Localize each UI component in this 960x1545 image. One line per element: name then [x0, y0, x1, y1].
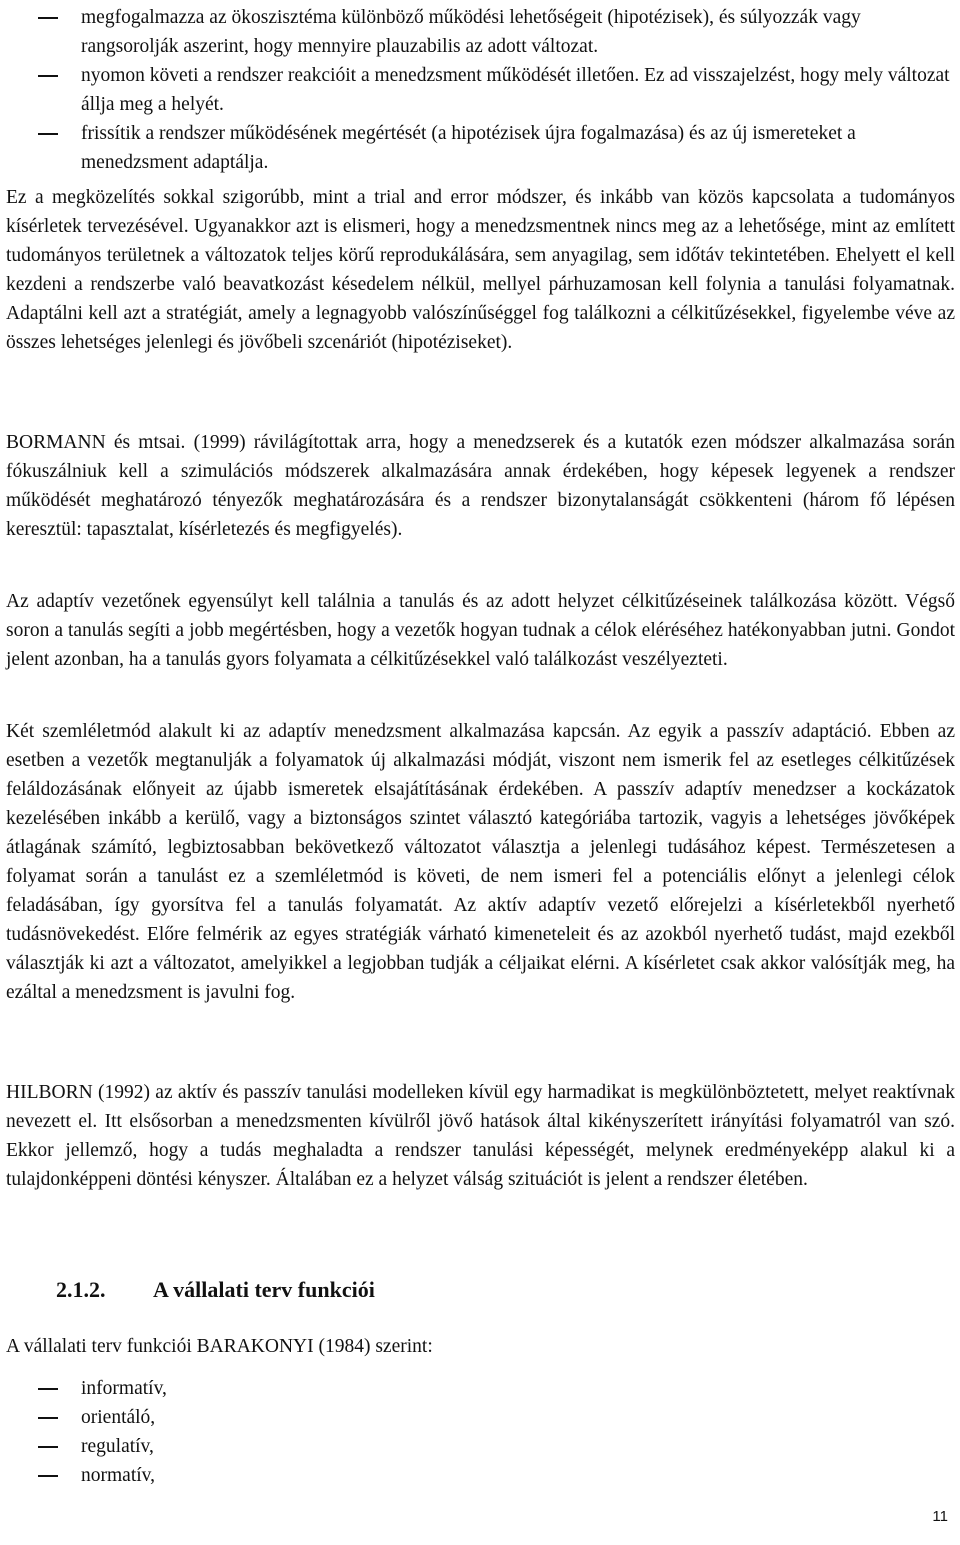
section-title: A vállalati terv funkciói [153, 1277, 375, 1302]
list-item-text: informatív, [81, 1378, 167, 1399]
list-item [0, 3, 960, 61]
paragraph-adaptive-leader: Az adaptív vezetőnek egyensúlyt kell találnia a tanulás és az adott helyzet célkitűzéseinek találkozása között. Végső soron a tanulás segíti a jobb megértésben, hogy a vezetők hogyan tudnak a célok eléréséhez hatékonyabban jutni. Gondot jelent azonban, ha a tanulás gyors folyamata a célkitűzésekkel való találkozást veszélyezteti. [6, 591, 955, 670]
list-item-text: orientáló, [81, 1407, 156, 1428]
dash-bullet-icon [38, 75, 58, 77]
dash-bullet-icon [38, 1417, 58, 1419]
page-number: 11 [932, 1508, 948, 1525]
paragraph-hilborn: HILBORN (1992) az aktív és passzív tanulási modelleken kívül egy harmadikat is megkülönböztetett, melyet reaktívnak nevezett el. Itt elsősorban a menedzsmenten kívülről jövő hatások által kikényszerített irányítási folyamatról van szó. Ekkor jellemző, hogy a tudás meghaladta a rendszer tanulási képességét, melynek eredményeképp alakul ki a tulajdonképpeni döntési kényszer. Általában ez a helyzet válság szituációt is jelent a rendszer életében. [6, 1082, 955, 1190]
section-number: 2.1.2. [56, 1277, 106, 1302]
paragraph-bormann: BORMANN és mtsai. (1999) rávilágítottak arra, hogy a menedzserek és a kutatók ezen módszer alkalmazása során fókuszálniuk kell a szimulációs módszerek alkalmazására annak érdekében, hogy képesek legyenek a rendszer működését meghatározó tényezők meghatározására és a rendszer bizonytalanságát csökkenteni (három fő lépésen keresztül: tapasztalat, kísérletezés és megfigyelés). [6, 432, 955, 540]
list-item [0, 119, 960, 177]
list-item [0, 1374, 960, 1403]
dash-bullet-icon [38, 17, 58, 19]
list-item [0, 1403, 960, 1432]
list-intro: A vállalati terv funkciói BARAKONYI (1984) szerint: [6, 1336, 433, 1357]
paragraph-approach: Ez a megközelítés sokkal szigorúbb, mint a trial and error módszer, és inkább van közös kapcsolata a tudományos kísérletek tervezésével. Ugyanakkor azt is elismeri, hogy a menedzsmentnek nincs meg az a lehetősége, mint az említett tudományos területnek a változatok teljes körű reprodukálására, sem anyagilag, sem időtáv tekintetében. Ehelyett el kell kezdeni a rendszerbe való beavatkozást késedelem nélkül, mellyel párhuzamosan kell folynia a tanulási folyamatnak. Adaptálni kell azt a stratégiát, amely a legnagyobb valószínűséggel fog találkozni a célkitűzésekkel, figyelembe véve az összes lehetséges jelenlegi és jövőbeli szcenáriót (hipotéziseket). [6, 187, 955, 353]
paragraph-two-approaches: Két szemléletmód alakult ki az adaptív menedzsment alkalmazása kapcsán. Az egyik a passzív adaptáció. Ebben az esetben a vezetők megtanulják a folyamatok új alkalmazási módját, viszont nem ismerik fel az esetleges célkitűzések feláldozásának előnyeit az újabb ismeretek elsajátításának érdekében. A passzív adaptív menedzser a kockázatok kezelésében inkább a kerülő, vagy a biztonságos szintet választó kategóriába tartozik, vagyis a lehetséges jövőképek átlagának számító, legbiztosabban bekövetkező változatot választja a jelenlegi tudásához képest. Természetesen a folyamat során a tanulást ez a szemléletmód is követi, de nem ismeri fel a potenciális előnyt a jelenlegi célok feladásában, így gyorsítva fel a tanulás folyamatát. Az aktív adaptív vezető előrejelzi a kísérletekből nyerhető tudásnövekedést. Előre felmérik az egyes stratégiák várható kimeneteleit és az azokból nyerhető tudást, majd ezekből választják ki azt a változatot, amelyikkel a legjobban tudják a céljaikat elérni. A kísérletet csak akkor valósítják meg, ha ezáltal a menedzsment is javulni fog. [6, 721, 955, 1003]
list-item-text: normatív, [81, 1465, 156, 1486]
dash-bullet-icon [38, 1475, 58, 1477]
top-bullet-list [0, 0, 960, 177]
dash-bullet-icon [38, 1388, 58, 1390]
list-item-text: megfogalmazza az ökoszisztéma különböző működési lehetőségeit (hipotézisek), és súlyozzák vagy rangsorolják aszerint, hogy mennyire plauzabilis az adott változat. [81, 7, 861, 57]
section-heading [56, 1275, 375, 1305]
list-item-text: regulatív, [81, 1436, 154, 1457]
dash-bullet-icon [38, 1446, 58, 1448]
list-item [0, 61, 960, 119]
dash-bullet-icon [38, 133, 58, 135]
list-item [0, 1432, 960, 1461]
list-item [0, 1461, 960, 1490]
function-list [0, 1374, 960, 1490]
list-item-text: nyomon követi a rendszer reakcióit a menedzsment működését illetően. Ez ad visszajelzést, hogy mely változat állja meg a helyét. [81, 65, 950, 115]
list-item-text: frissítik a rendszer működésének megértését (a hipotézisek újra fogalmazása) és az új ismereteket a menedzsment adaptálja. [81, 123, 856, 173]
